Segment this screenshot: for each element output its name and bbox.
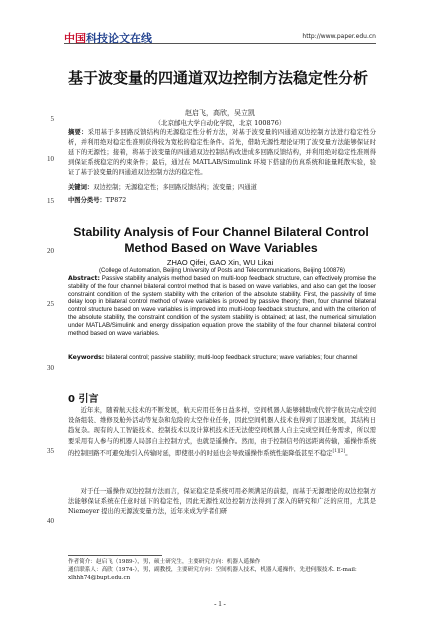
- authors-cn: 赵启飞，高欣，吴立凯: [185, 109, 255, 117]
- intro-paragraph-1-end: 。: [345, 449, 352, 457]
- keywords-en: [68, 354, 376, 362]
- citation-ref[interactable]: [1][2]: [332, 448, 346, 454]
- paper-title-cn: 基于波变量的四通道双边控制方法稳定性分析: [68, 69, 369, 87]
- line-number-35: 35: [47, 447, 54, 455]
- authors-en: ZHAO Qifei, GAO Xin, WU Likai: [166, 258, 274, 267]
- classification-cn-label: 中图分类号：: [68, 197, 106, 204]
- affiliation-en: (College of Automation, Beijing University of Posts and Telecommunications, Beijing 100876): [98, 268, 346, 274]
- line-number-40: 40: [47, 517, 54, 525]
- keywords-en-label: Keywords:: [68, 354, 105, 361]
- abstract-cn-label: 摘要：: [68, 129, 88, 136]
- footnote-author-bio: 作者简介：赵启飞（1989-），男，硕士研究生，主要研究方向：机器人遥操作: [68, 559, 261, 565]
- site-url[interactable]: http://www.paper.edu.cn: [302, 33, 376, 40]
- page-number: - 1 -: [214, 600, 226, 608]
- classification-cn: [68, 195, 376, 204]
- footnotes: [68, 558, 376, 583]
- line-number-25: 25: [47, 300, 54, 308]
- line-number-10: 10: [47, 155, 54, 163]
- page-header: [0, 0, 440, 45]
- logo-prefix: 中国: [64, 32, 86, 45]
- footnote-rule: [68, 555, 162, 556]
- abstract-cn: [68, 128, 376, 178]
- logo-main: 科技论文在线: [86, 32, 152, 45]
- intro-paragraph-1-text: 近年来，随着航天技术的不断发展，航天应用任务日益多样，空间机器人能够辅助或代替宇航员完成空间设备组装、维修及舱外活动等复杂和危险的太空作业任务，因此空间机器人技术也得到了迅速发展，其结构日趋复杂。现有的人工智能技术、控制技术以及计算机技术还无法使空间机器人自主完成空间任务需求，所以需要采用有人参与的机器人局部自主控制方式，也就是遥操作。然而，由于控制信号的远距离传输，遥操作系统的控制回路不可避免地引入传输时延，即使很小的时延也会导致遥操作系统性能降低甚至不稳定: [68, 407, 376, 457]
- keywords-en-text: bilateral control; passive stability; multi-loop feedback structure; wave variables; four channel: [104, 354, 358, 361]
- keywords-cn-text: 双边控制；无源稳定性；多回路反馈结构；波变量；四通道: [93, 184, 257, 191]
- abstract-cn-text: 采用基于多回路反馈结构的无源稳定性分析方法，对基于波变量的四通道双边控制方法进行稳定性分析，并利用绝对稳定性准则获得较为宽松的稳定性条件。首先，借助无源性理论证明了波变量方法能够保证时延下的无源性；接着，将基于波变量的四通道双边控制结构改进成多回路反馈结构，并利用绝对稳定性准则得到保证系统稳定的约束条件；最后，通过在 MATLAB/Simulink 环境下搭建的仿真系统和能量耗散实验，验证了基于波变量的四通道双边控制方法的稳定性。: [68, 129, 377, 177]
- footnote-contact: 通信联系人：高欣（1974-），男，副教授，主要研究方向：空间机器人技术，机器人遥操作，先进伺服技术. E-mail: xlhhh74@bupt.edu.cn: [68, 567, 357, 582]
- line-number-5: 5: [50, 115, 54, 123]
- affiliation-cn: （北京邮电大学自动化学院，北京 100876）: [154, 119, 286, 127]
- keywords-cn-label: 关键词：: [68, 184, 94, 191]
- abstract-en-label: Abstract:: [68, 275, 100, 282]
- intro-paragraph-1: [68, 406, 376, 459]
- intro-paragraph-2: 对于任一遥操作双边控制方法而言，保证稳定是系统可用必须满足的前提，而基于无源理论的双边控制方法能够保证系统在任意时延下的稳定性，因此无源性双边控制方法得到了深入的研究和广泛的应用，尤其是 Niemeyer 提出的无源波变量方法，近年来成为学者们研: [68, 488, 376, 516]
- abstract-en-text: Passive stability analysis method based on multi-loop feedback structure, can effectively promise the stability of the four channel bilateral control method that is based on wave variables, and also can get the looser constraint condition of the system stability with the criterion of the absolute stability. First, the passivity of time delay loop in bilateral control method of wave variables is proved by passive theory; then, four channel bilateral control structure based on wave variables is improved into multi-loop feedback structure, and with the criterion of the absolute stability, the constraint condition of the system stability is obtained; at last, the numerical simulation under MATLAB/Simulink and energy dissipation equation prove the stability of the four channel bilateral control method based on wave variables.: [68, 275, 376, 337]
- line-number-30: 30: [47, 364, 54, 372]
- abstract-en: [68, 275, 376, 337]
- line-number-15: 15: [47, 197, 54, 205]
- header-rule: [64, 43, 376, 44]
- line-number-20: 20: [47, 247, 54, 255]
- classification-cn-text: TP872: [105, 197, 127, 204]
- paper-title-en: Stability Analysis of Four Channel Bilateral Control Method Based on Wave Variables: [73, 225, 369, 255]
- keywords-cn: [68, 183, 376, 193]
- section-heading-intro: 0 引言: [68, 394, 99, 405]
